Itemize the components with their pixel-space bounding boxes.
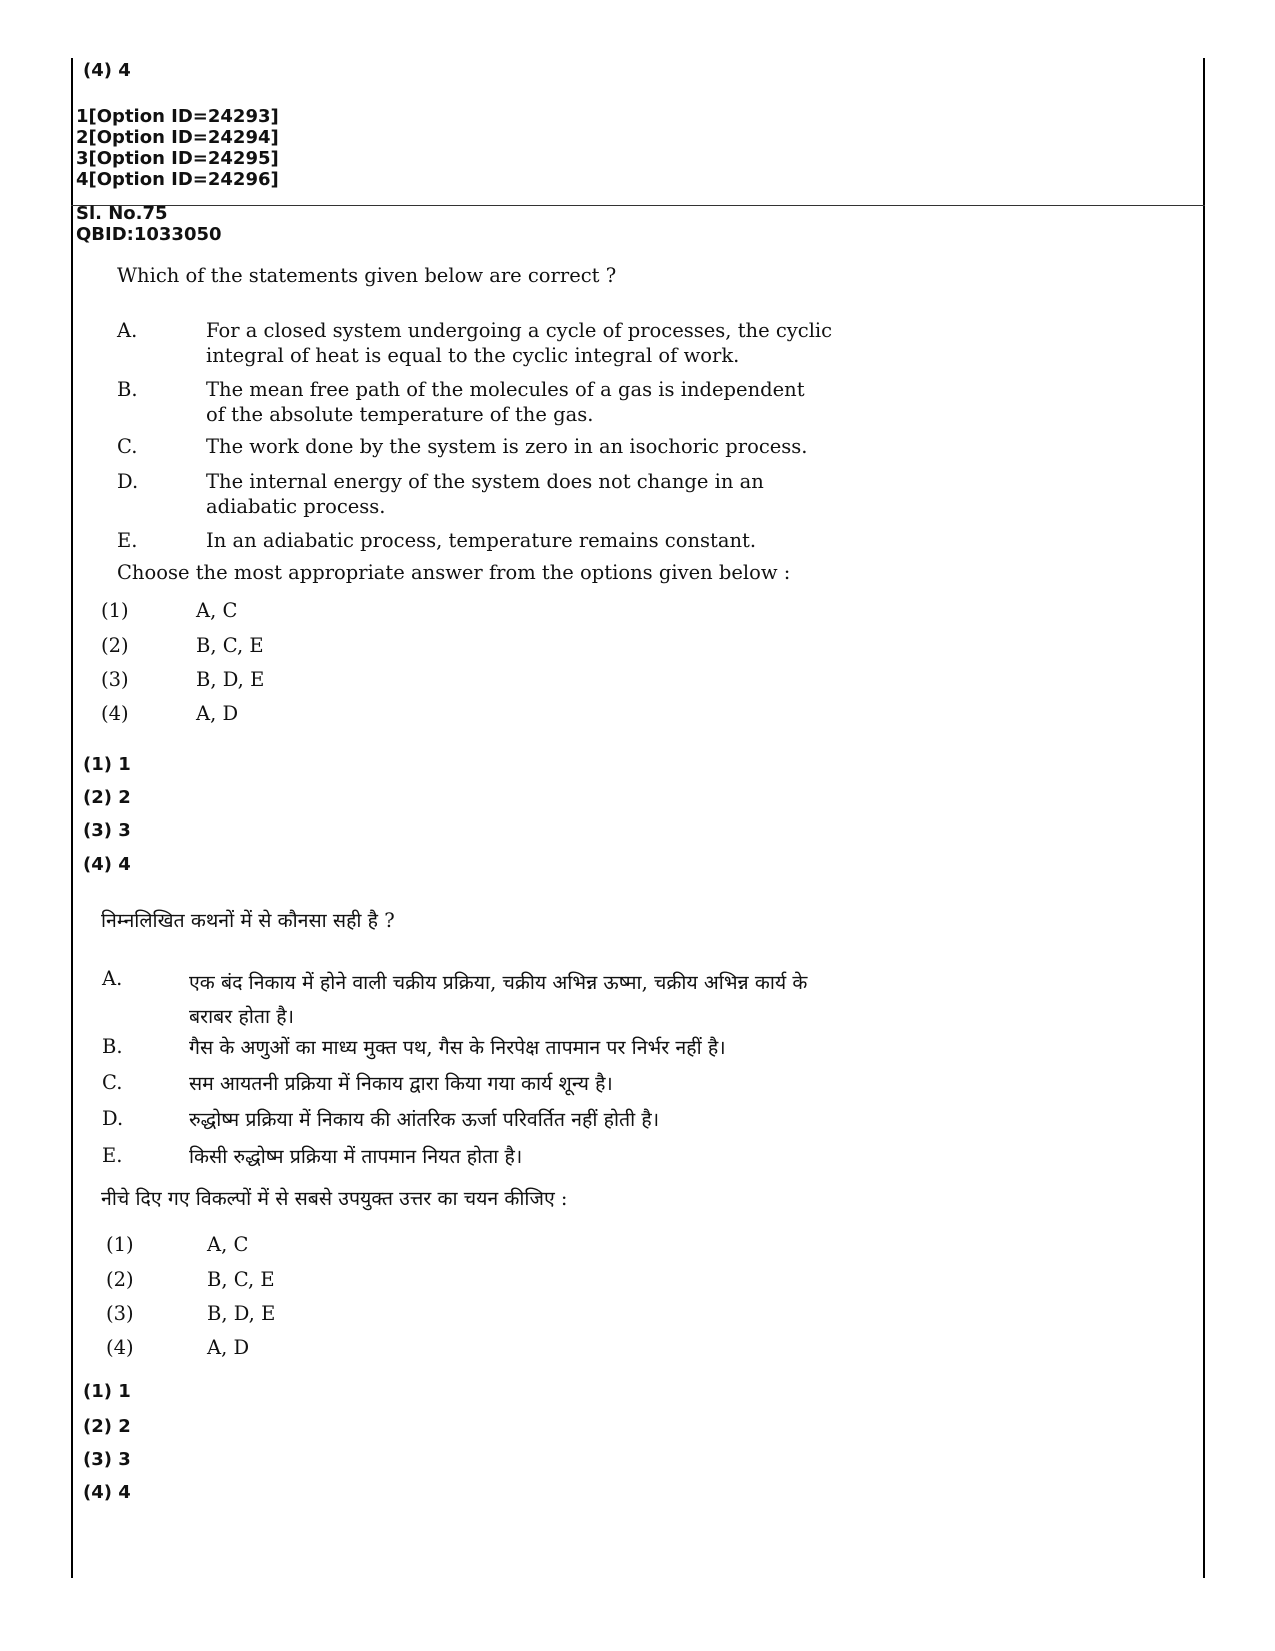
- hindi-choice-text: A, C: [207, 1233, 249, 1256]
- hindi-statement-text: एक बंद निकाय में होने वाली चक्रीय प्रक्रिया, चक्रीय अभिन्न ऊष्मा, चक्रीय अभिन्न कार्य के बराबर होता है।: [189, 971, 808, 1028]
- english-answer-option-1[interactable]: (1) 1: [83, 754, 131, 775]
- prev-option-id-3: 3[Option ID=24295]: [76, 148, 279, 169]
- hindi-statement-letter: C.: [102, 1071, 123, 1094]
- prev-option-id-4: 4[Option ID=24296]: [76, 169, 279, 190]
- hindi-choice-number: (3): [106, 1302, 134, 1325]
- prev-last-option: (4) 4: [83, 60, 131, 81]
- hindi-choice-text: B, D, E: [207, 1302, 276, 1325]
- hindi-choice-number: (4): [106, 1336, 134, 1359]
- prev-option-id-1: 1[Option ID=24293]: [76, 106, 279, 127]
- english-answer-option-2[interactable]: (2) 2: [83, 787, 131, 808]
- english-statement-letter: D.: [117, 470, 139, 493]
- english-statement-letter: A.: [117, 319, 138, 342]
- hindi-choice-number: (1): [106, 1233, 134, 1256]
- english-choice-text: A, D: [196, 702, 239, 725]
- hindi-choice-number: (2): [106, 1268, 134, 1291]
- hindi-statement-letter: A.: [102, 967, 123, 990]
- hindi-answer-option-1[interactable]: (1) 1: [83, 1381, 131, 1402]
- english-statement-letter: E.: [117, 529, 138, 552]
- english-choice-text: B, D, E: [196, 668, 265, 691]
- question-bank-id: QBID:1033050: [76, 224, 222, 245]
- prev-option-id-2: 2[Option ID=24294]: [76, 127, 279, 148]
- english-choice-text: B, C, E: [196, 634, 264, 657]
- english-statement-text: The work done by the system is zero in an isochoric process.: [206, 435, 808, 458]
- english-statement-letter: B.: [117, 378, 138, 401]
- english-choice-number: (2): [101, 634, 129, 657]
- english-statement-text: In an adiabatic process, temperature remains constant.: [206, 529, 757, 552]
- hindi-statement-text: रुद्धोष्म प्रक्रिया में निकाय की आंतरिक ऊर्जा परिवर्तित नहीं होती है।: [189, 1108, 660, 1131]
- hindi-answer-option-2[interactable]: (2) 2: [83, 1416, 131, 1437]
- english-choose-instruction: Choose the most appropriate answer from the options given below :: [117, 561, 791, 584]
- english-question-stem: Which of the statements given below are correct ?: [117, 264, 617, 287]
- english-statement-text: For a closed system undergoing a cycle of processes, the cyclic integral of heat is equal to the cyclic integral of work.: [206, 319, 833, 367]
- english-statement-letter: C.: [117, 435, 138, 458]
- english-statement-text: The internal energy of the system does not change in an adiabatic process.: [206, 470, 764, 518]
- question-separator: [71, 205, 1205, 206]
- hindi-statement-text: किसी रुद्धोष्म प्रक्रिया में तापमान नियत होता है।: [189, 1145, 523, 1168]
- english-choice-number: (3): [101, 668, 129, 691]
- english-answer-option-3[interactable]: (3) 3: [83, 820, 131, 841]
- hindi-question-stem: निम्नलिखित कथनों में से कौनसा सही है ?: [101, 909, 395, 932]
- hindi-choice-text: B, C, E: [207, 1268, 275, 1291]
- english-choice-text: A, C: [196, 599, 238, 622]
- hindi-statement-text: सम आयतनी प्रक्रिया में निकाय द्वारा किया गया कार्य शून्य है।: [189, 1072, 613, 1095]
- hindi-choose-instruction: नीचे दिए गए विकल्पों में से सबसे उपयुक्त उत्तर का चयन कीजिए :: [101, 1187, 568, 1210]
- hindi-answer-option-4[interactable]: (4) 4: [83, 1482, 131, 1503]
- hindi-statement-letter: B.: [102, 1035, 123, 1058]
- hindi-statement-letter: D.: [102, 1107, 124, 1130]
- hindi-choice-text: A, D: [207, 1336, 250, 1359]
- hindi-statement-text: गैस के अणुओं का माध्य मुक्त पथ, गैस के निरपेक्ष तापमान पर निर्भर नहीं है।: [189, 1036, 726, 1059]
- english-answer-option-4[interactable]: (4) 4: [83, 854, 131, 875]
- serial-number: Sl. No.75: [76, 203, 168, 224]
- hindi-statement-letter: E.: [102, 1144, 123, 1167]
- hindi-answer-option-3[interactable]: (3) 3: [83, 1449, 131, 1470]
- english-statement-text: The mean free path of the molecules of a gas is independent of the absolute temperature of the gas.: [206, 378, 805, 426]
- english-choice-number: (1): [101, 599, 129, 622]
- english-choice-number: (4): [101, 702, 129, 725]
